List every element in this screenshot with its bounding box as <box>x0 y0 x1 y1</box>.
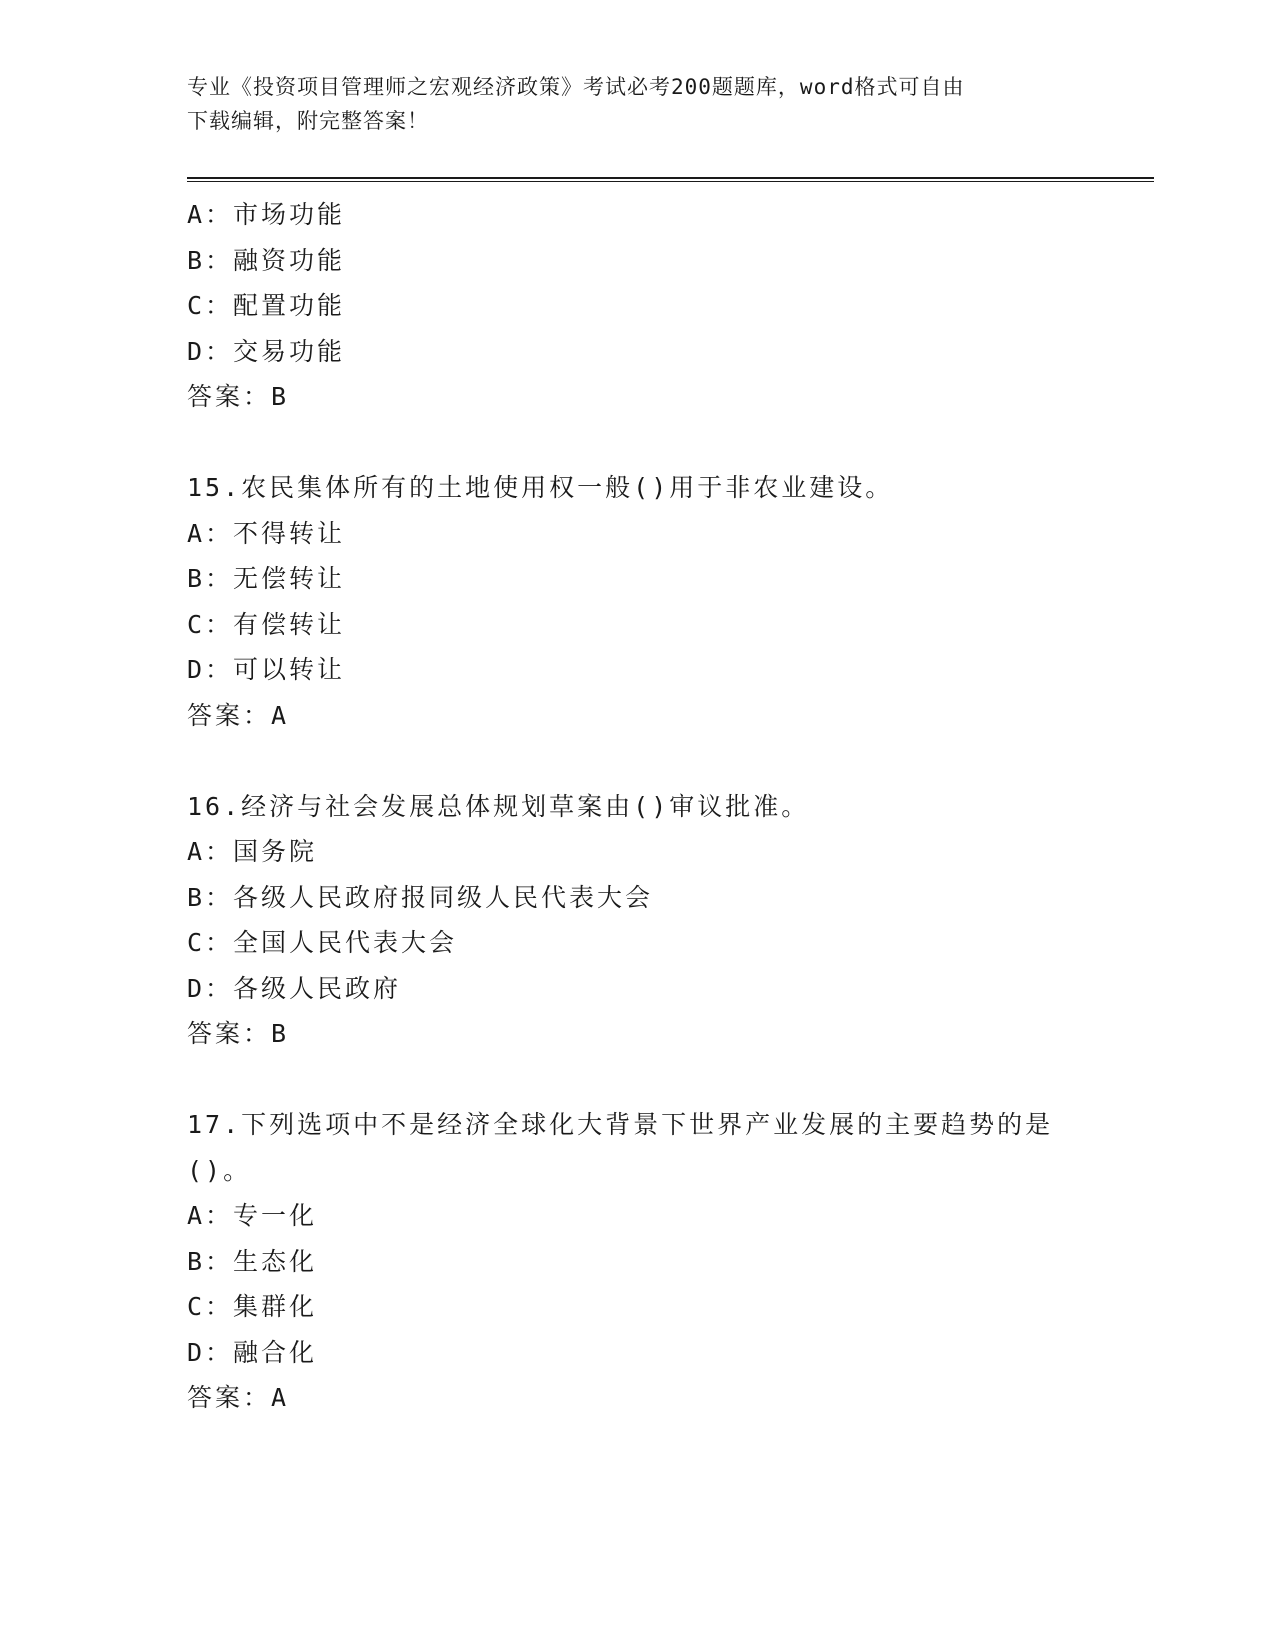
option-c: C：配置功能 <box>187 291 346 320</box>
option-a: A：专一化 <box>187 1201 318 1230</box>
question-list <box>187 192 1087 1421</box>
option-a: A：不得转让 <box>187 518 346 548</box>
option-d: D：融合化 <box>187 1337 318 1367</box>
option-a: A：国务院 <box>187 837 318 866</box>
option-d: D：可以转让 <box>187 655 346 684</box>
header-rule-thin <box>187 181 1154 182</box>
option-b: B：生态化 <box>187 1246 318 1276</box>
header-line-1: 专业《投资项目管理师之宏观经济政策》考试必考200题题库，word格式可自由 <box>187 75 965 99</box>
option-b: B：各级人民政府报同级人民代表大会 <box>187 882 654 912</box>
question-stem: 15.农民集体所有的土地使用权一般()用于非农业建设。 <box>187 473 894 502</box>
option-b: B：无偿转让 <box>187 564 346 593</box>
question-15 <box>187 465 1087 738</box>
question-14 <box>187 192 1087 420</box>
answer: 答案：B <box>187 382 290 411</box>
question-stem: 16.经济与社会发展总体规划草案由()审议批准。 <box>187 791 810 821</box>
header-rule-thick <box>187 177 1154 179</box>
option-b: B：融资功能 <box>187 245 346 275</box>
answer: 答案：A <box>187 700 290 730</box>
question-16 <box>187 784 1087 1057</box>
header-line-2: 下载编辑，附完整答案！ <box>187 109 429 133</box>
option-a: A：市场功能 <box>187 200 346 229</box>
option-c: C：有偿转让 <box>187 609 346 639</box>
document-header <box>187 70 1087 138</box>
question-17 <box>187 1102 1087 1421</box>
option-c: C：集群化 <box>187 1292 318 1321</box>
question-stem-line-2: ()。 <box>187 1155 252 1185</box>
option-d: D：交易功能 <box>187 336 346 366</box>
question-stem-line-1: 17.下列选项中不是经济全球化大背景下世界产业发展的主要趋势的是 <box>187 1110 1054 1139</box>
option-c: C：全国人民代表大会 <box>187 928 458 957</box>
option-d: D：各级人民政府 <box>187 973 402 1003</box>
answer: 答案：B <box>187 1019 290 1048</box>
answer: 答案：A <box>187 1383 290 1412</box>
